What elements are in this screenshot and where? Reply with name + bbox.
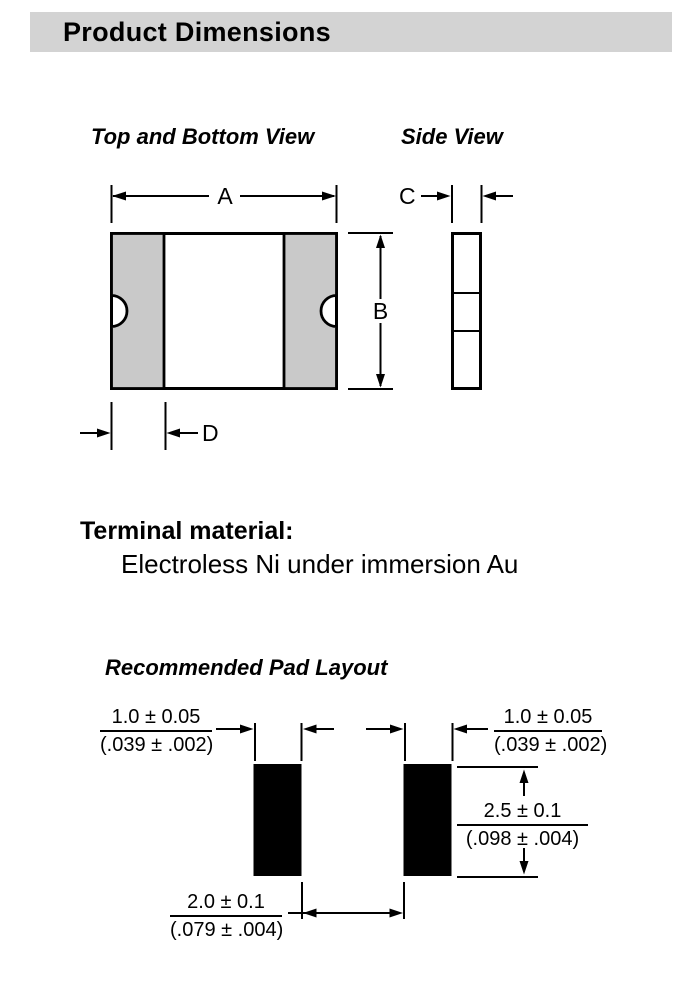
- dim-b-arrowhead-top: [376, 235, 385, 249]
- pad-width-in-left: (.039 ± .002): [100, 734, 214, 756]
- pad-layout-heading: Recommended Pad Layout: [105, 655, 388, 680]
- pad-gap-mm: 2.0 ± 0.1: [170, 891, 282, 917]
- page-title: Product Dimensions: [63, 16, 331, 47]
- pad-gap-dim: [170, 891, 282, 942]
- dim-d-arrowhead-right: [167, 429, 181, 438]
- pad-width-arrowhead-4: [454, 725, 468, 734]
- pad-height-mm: 2.5 ± 0.1: [457, 800, 588, 826]
- terminal-material-heading: Terminal material:: [80, 517, 294, 545]
- pad-width-arrowhead-3: [390, 725, 404, 734]
- side-view-body: [453, 234, 481, 389]
- pad-height-in: (.098 ± .004): [465, 828, 580, 850]
- pad-height-arrowhead-up: [520, 770, 529, 784]
- pad-width-arrowhead-1: [240, 725, 254, 734]
- pad-width-dim-left: [100, 706, 212, 757]
- dim-d-label: D: [202, 420, 219, 446]
- pad-width-arrowhead-2: [303, 725, 317, 734]
- pad-width-mm-right: 1.0 ± 0.05: [494, 706, 602, 732]
- dim-a-arrowhead-right: [322, 192, 336, 201]
- pad-width-mm-left: 1.0 ± 0.05: [100, 706, 212, 732]
- section-header-bar: [30, 12, 672, 52]
- pad-height-dim: [457, 800, 588, 851]
- pad-width-in-right: (.039 ± .002): [494, 734, 608, 756]
- left-pad: [254, 764, 302, 876]
- side-view-label: Side View: [401, 124, 503, 149]
- pad-height-arrowhead-down: [520, 861, 529, 875]
- pad-gap-arrowhead-left: [303, 909, 317, 918]
- dim-b-arrowhead-bottom: [376, 374, 385, 388]
- dim-c-arrowhead-right: [483, 192, 497, 201]
- dim-c-arrowhead-left: [437, 192, 451, 201]
- top-bottom-view-label: Top and Bottom View: [91, 124, 315, 149]
- dim-b-label: B: [372, 298, 389, 324]
- pad-gap-in: (.079 ± .004): [170, 919, 284, 941]
- dim-d-arrowhead-left: [97, 429, 111, 438]
- pad-width-dim-right: [494, 706, 608, 757]
- dim-a-arrowhead-left: [112, 192, 126, 201]
- dim-a-label: A: [217, 183, 233, 209]
- pad-gap-arrowhead-right: [390, 909, 404, 918]
- right-pad: [404, 764, 452, 876]
- dim-c-label: C: [399, 183, 416, 209]
- terminal-material-value: Electroless Ni under immersion Au: [121, 549, 519, 579]
- component-dimension-drawing: [0, 160, 700, 460]
